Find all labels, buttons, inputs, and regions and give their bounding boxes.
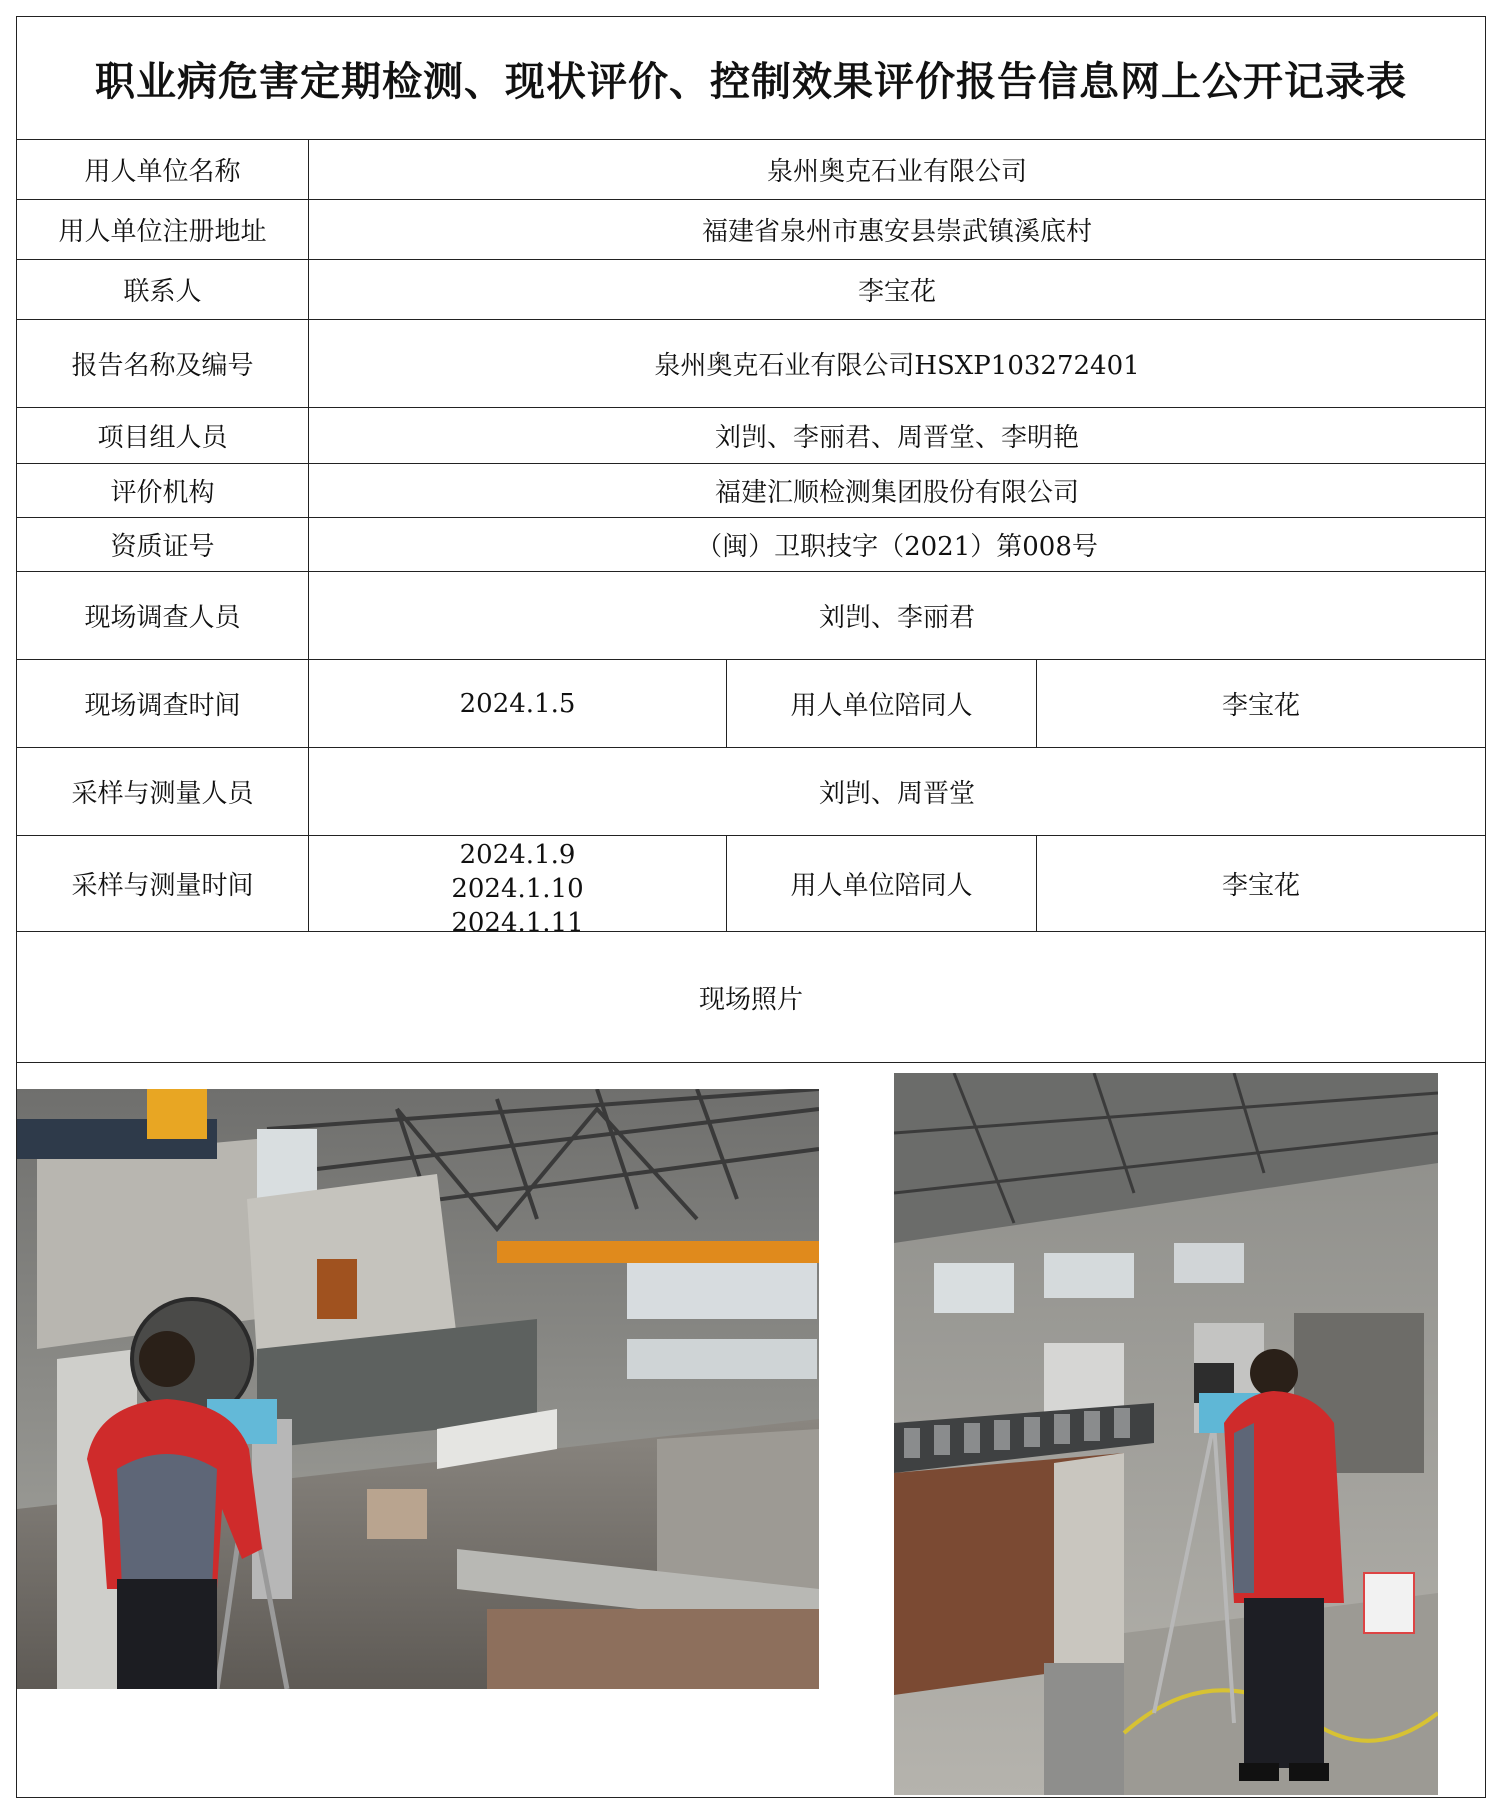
survey-staff-label: 现场调查人员	[17, 572, 309, 659]
certificate-value: （闽）卫职技字（2021）第008号	[696, 532, 1098, 562]
agency-label: 评价机构	[17, 464, 309, 517]
row-certificate	[17, 518, 1485, 572]
survey-companion-value: 李宝花	[1221, 691, 1300, 721]
report-label: 报告名称及编号	[17, 320, 309, 407]
row-survey-time	[17, 660, 1485, 748]
site-photo-1	[17, 1089, 819, 1689]
row-survey-staff	[17, 572, 1485, 660]
report-value: 泉州奥克石业有限公司HSXP103272401	[654, 351, 1140, 381]
survey-time-value: 2024.1.5	[309, 660, 727, 747]
team-value: 刘剀、李丽君、周晋堂、李明艳	[714, 423, 1079, 453]
row-sampling-staff	[17, 748, 1485, 836]
sampling-date: 2024.1.9	[459, 840, 576, 870]
employer-address-value: 福建省泉州市惠安县崇武镇溪底村	[701, 217, 1092, 247]
survey-staff-value: 刘剀、李丽君	[818, 603, 975, 633]
employer-name-value: 泉州奥克石业有限公司	[766, 157, 1027, 187]
row-team	[17, 408, 1485, 464]
contact-value: 李宝花	[857, 277, 936, 307]
row-agency	[17, 464, 1485, 518]
certificate-label: 资质证号	[17, 518, 309, 571]
row-report	[17, 320, 1485, 408]
employer-name-label: 用人单位名称	[17, 140, 309, 199]
photos-area	[17, 1063, 1485, 1797]
row-sampling-time	[17, 836, 1485, 932]
record-sheet	[16, 16, 1486, 1798]
row-employer-name	[17, 140, 1485, 200]
sampling-dates	[309, 836, 727, 931]
sampling-companion-value: 李宝花	[1221, 871, 1300, 901]
contact-label: 联系人	[17, 260, 309, 319]
photos-label: 现场照片	[698, 984, 803, 1015]
page-title: 职业病危害定期检测、现状评价、控制效果评价报告信息网上公开记录表	[17, 17, 1485, 140]
sampling-time-label: 采样与测量时间	[17, 836, 309, 931]
survey-companion-label: 用人单位陪同人	[727, 660, 1037, 747]
agency-value: 福建汇顺检测集团股份有限公司	[714, 478, 1079, 508]
site-photo-2	[894, 1073, 1438, 1795]
sampling-date: 2024.1.11	[451, 908, 584, 931]
sampling-date: 2024.1.10	[451, 874, 584, 904]
sampling-staff-label: 采样与测量人员	[17, 748, 309, 835]
employer-address-label: 用人单位注册地址	[17, 200, 309, 259]
team-label: 项目组人员	[17, 408, 309, 463]
row-employer-address	[17, 200, 1485, 260]
row-photos-heading	[17, 932, 1485, 1063]
row-contact	[17, 260, 1485, 320]
sampling-companion-label: 用人单位陪同人	[727, 836, 1037, 931]
sampling-staff-value: 刘剀、周晋堂	[818, 779, 975, 809]
survey-time-label: 现场调查时间	[17, 660, 309, 747]
